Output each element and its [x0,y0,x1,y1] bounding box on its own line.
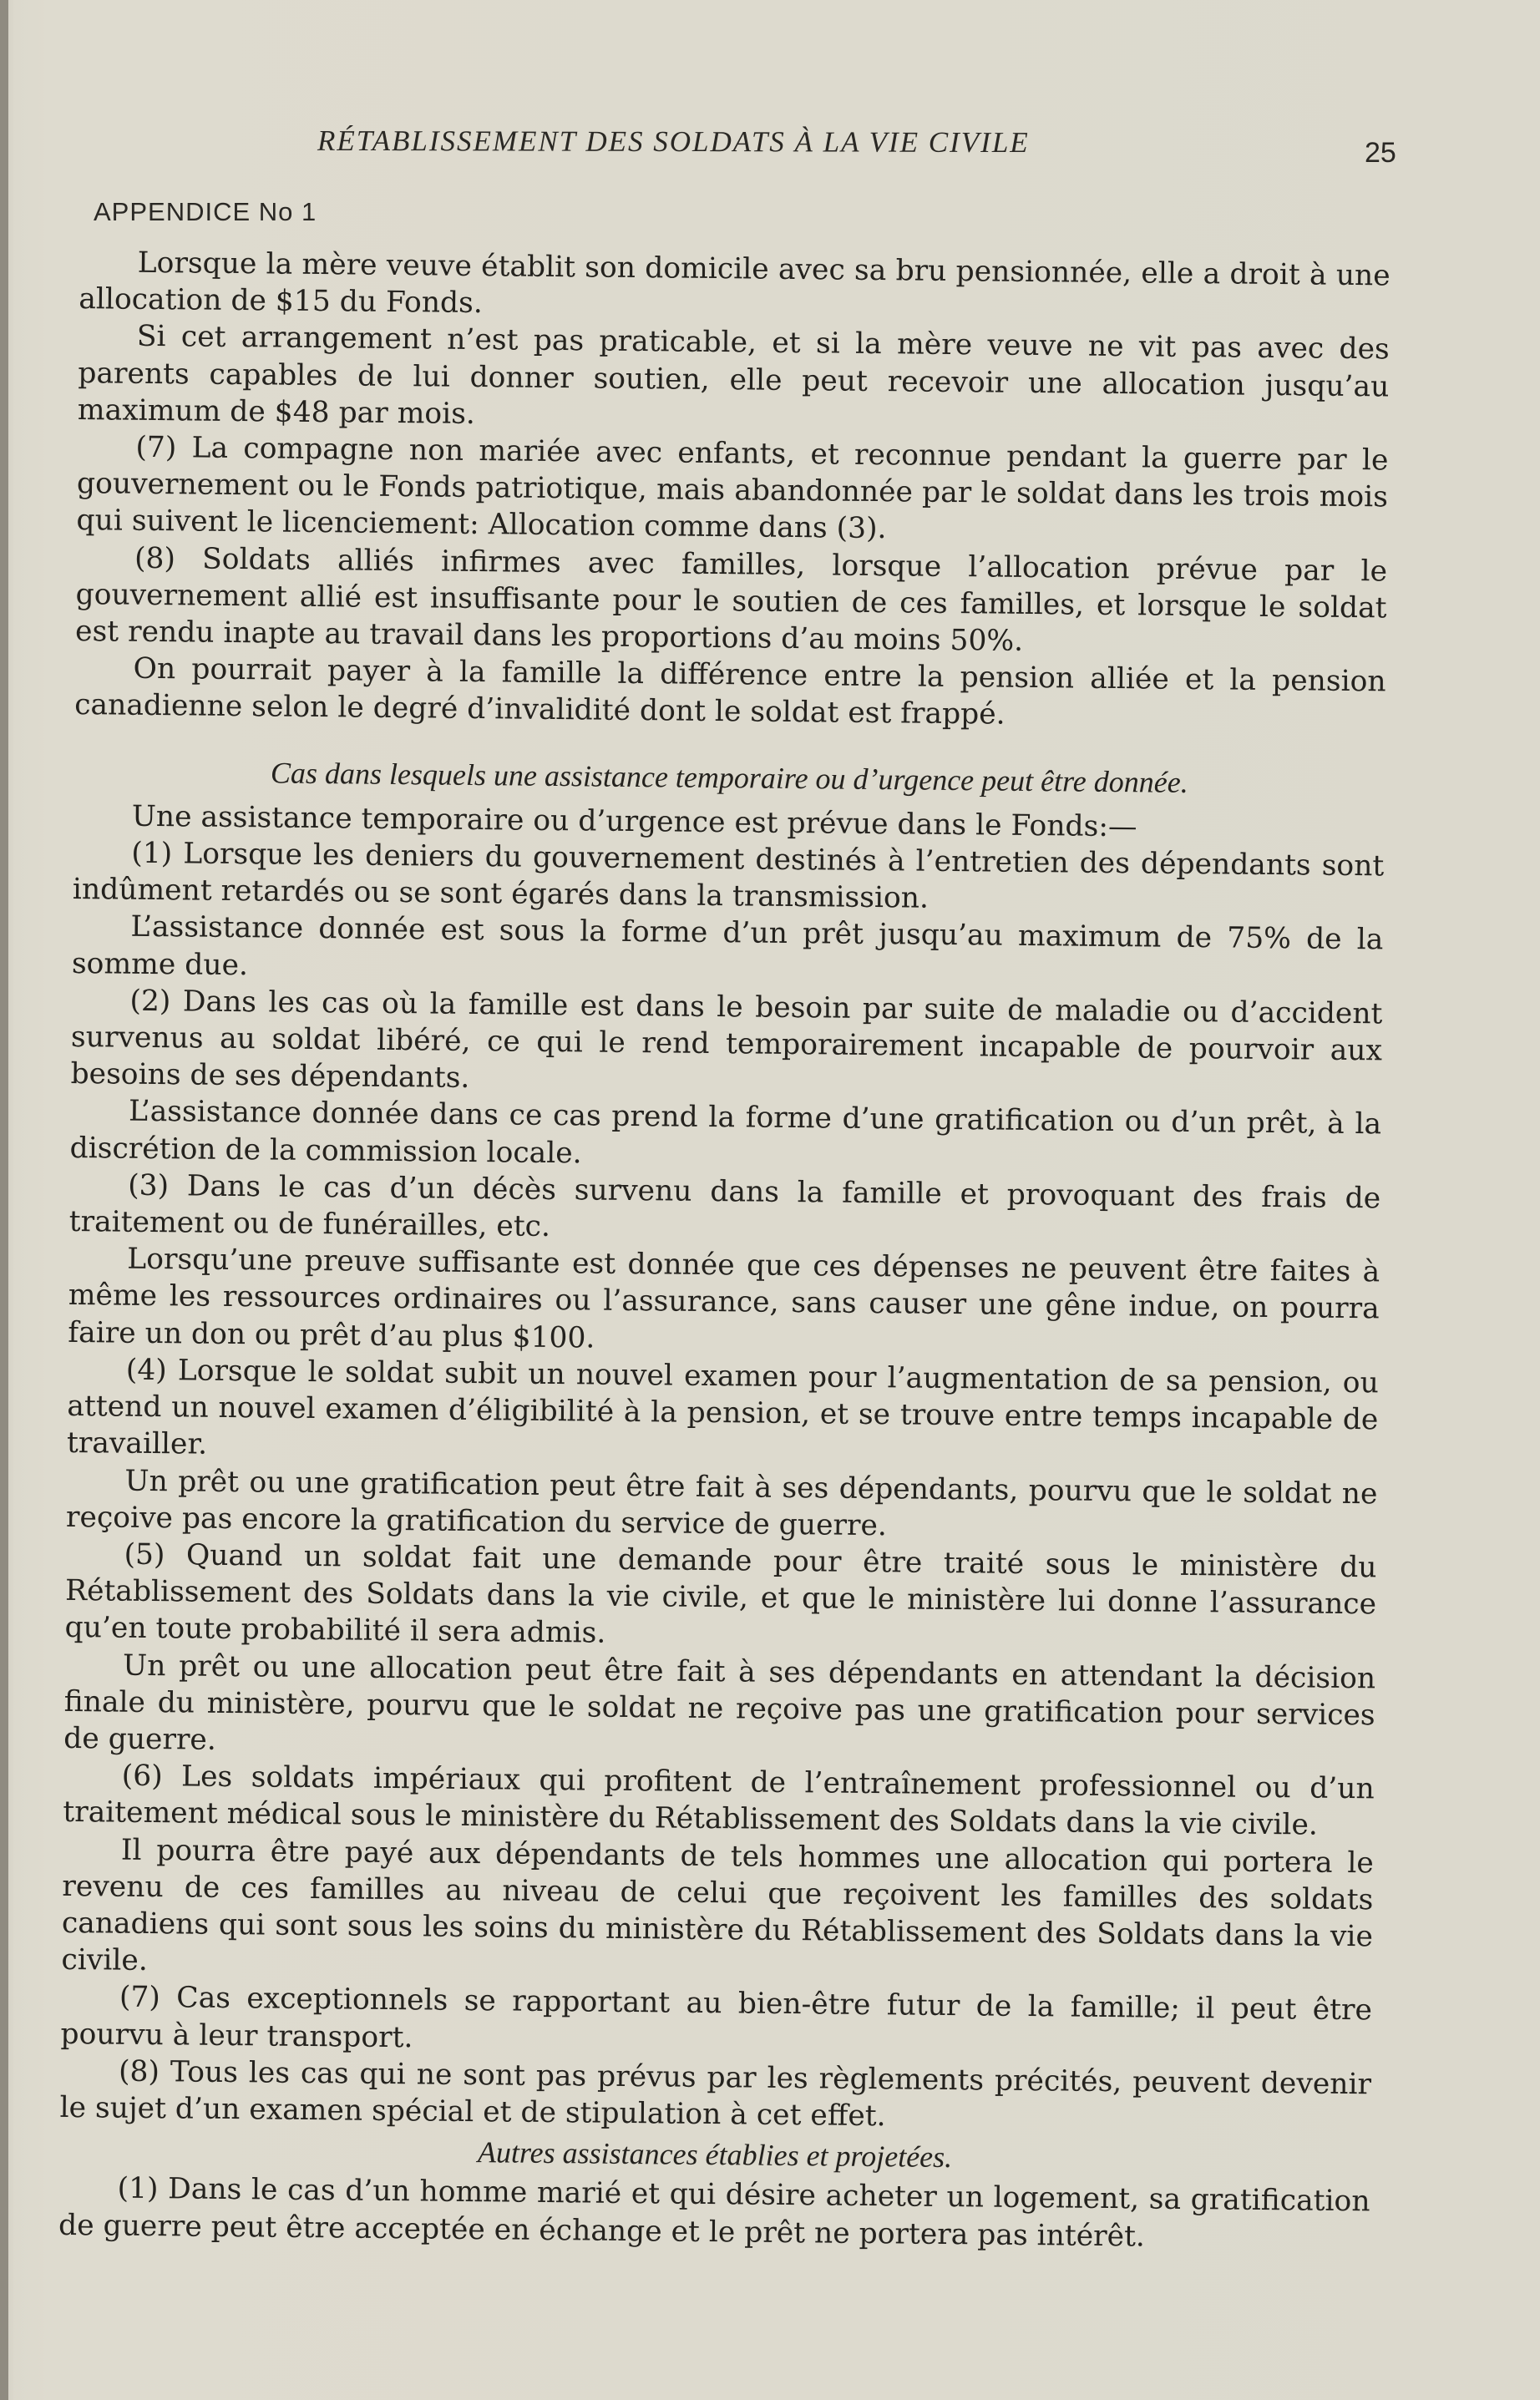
page-binding-edge [0,0,8,2400]
paragraph: (7) Cas exceptionnels se rapportant au bien-être futur de la famille; il peut être pourvu à leur transport. [60,1980,1373,2054]
paragraph: (2) Dans les cas où la famille est dans le besoin par suite de maladie ou d’accident survenus au soldat libéré, ce qui le rend temporairement incapable de pourvoir aux besoins de ses dépendants. [70,984,1383,1096]
paragraph: Un prêt ou une gratification peut être fait à ses dépendants, pourvu que le soldat ne reçoive pas encore la gratification du service de guerre. [65,1464,1378,1542]
paragraph: (1) Lorsque les deniers du gouvernement destinés à l’entretien des dépendants sont indûment retardés ou se sont égarés dans la transmission. [72,836,1385,915]
appendix-label: APPENDICE No 1 [94,197,317,226]
body-text [58,244,1391,2257]
paragraph: (8) Tous les cas qui ne sont pas prévus par les règlements précités, peuvent devenir le sujet d’un examen spécial et de stipulation à cet effet. [59,2054,1372,2134]
running-header-title: RÉTABLISSEMENT DES SOLDATS À LA VIE CIVILE [317,124,1030,159]
paragraph: Lorsque la mère veuve établit son domicile avec sa bru pensionnée, elle a droit à une allocation de $15 du Fonds. [79,246,1391,321]
paragraph: (7) La compagne non mariée avec enfants, et reconnue pendant la guerre par le gouvernement ou le Fonds patriotique, mais abandonnée par le soldat dans les trois mois qui suivent le licenciement: Allocation comme dans (3). [76,430,1389,546]
paragraph: Une assistance temporaire ou d’urgence est prévue dans le Fonds:— [131,799,1137,844]
paragraph: (4) Lorsque le soldat subit un nouvel examen pour l’augmentation de sa pension, ou attend un nouvel examen d’éligibilité à la pension, et se trouve entre temps incapable de travailler. [66,1353,1380,1461]
paragraph: L’assistance donnée dans ce cas prend la forme d’une gratification ou d’un prêt, à la discrétion de la commission locale. [69,1095,1382,1171]
paragraph: (1) Dans le cas d’un homme marié et qui désire acheter un logement, sa gratification de guerre peut être acceptée en échange et le prêt ne portera pas intérêt. [58,2171,1370,2254]
page-number: 25 [1365,137,1396,169]
paragraph: Si cet arrangement n’est pas praticable, et si la mère veuve ne vit pas avec des parents capables de lui donner soutien, elle peut recevoir une allocation jusqu’au maximum de $48 par mois. [77,320,1390,431]
paragraph: Un prêt ou une allocation peut être fait à ses dépendants en attendant la décision finale du ministère, pourvu que le soldat ne reçoive pas une gratification pour services de guerre. [63,1648,1376,1757]
section-heading: Cas dans lesquels une assistance temporaire ou d’urgence peut être donnée. [270,756,1188,799]
paragraph: L’assistance donnée est sous la forme d’un prêt jusqu’au maximum de 75% de la somme due. [71,910,1384,982]
paragraph: Il pourra être payé aux dépendants de tels hommes une allocation qui portera le revenu de ces familles au niveau de celui que reçoivent les familles des soldats canadiens qui sont sous les soins du ministère du Rétablissement des Soldats dans la vie civile. [61,1833,1374,1978]
section-heading: Autres assistances établies et projetées. [477,2135,953,2175]
paragraph: On pourrait payer à la famille la différence entre la pension alliée et la pension canadienne selon le degré d’invalidité dont le soldat est frappé. [74,651,1386,732]
paragraph: Lorsqu’une preuve suffisante est donnée que ces dépenses ne peuvent être faites à même les ressources ordinaires ou l’assurance, sans causer une gêne indue, on pourra faire un don ou prêt d’au plus $100. [68,1242,1380,1355]
paragraph: (6) Les soldats impériaux qui profitent de l’entraînement professionnel ou d’un traitement médical sous le ministère du Rétablissement des Soldats dans la vie civile. [63,1759,1375,1842]
paragraph: (8) Soldats alliés infirmes avec familles, lorsque l’allocation prévue par le gouvernement allié est insuffisante pour le soutien de ces familles, et lorsque le soldat est rendu inapte au travail dans les proportions d’au moins 50%. [74,541,1388,658]
paragraph: (3) Dans le cas d’un décès survenu dans la famille et provoquant des frais de traitement ou de funérailles, etc. [68,1168,1381,1244]
paragraph: (5) Quand un soldat fait une demande pour être traité sous le ministère du Rétablissement des Soldats dans la vie civile, et que le ministère lui donne l’assurance qu’en toute probabilité il sera admis. [64,1537,1377,1651]
